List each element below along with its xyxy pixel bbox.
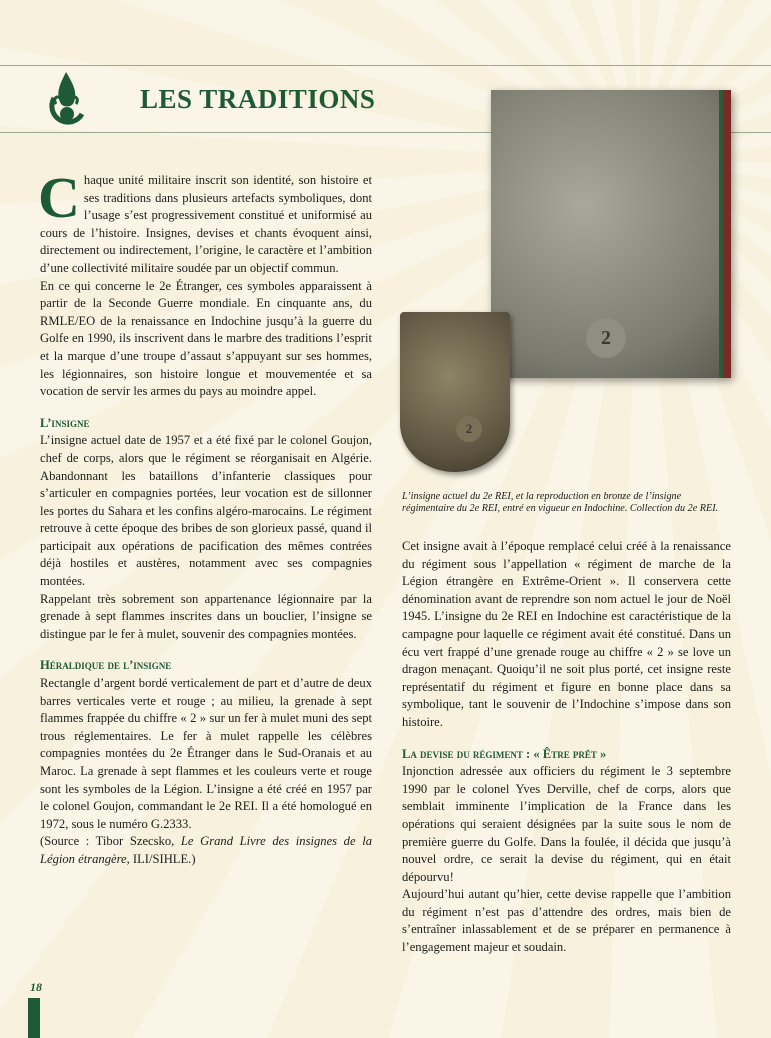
heading-devise: La devise du régiment : « Être prêt » xyxy=(402,746,607,761)
page-number: 18 xyxy=(30,980,42,994)
badge-number-small: 2 xyxy=(456,416,482,442)
intro-paragraph: Chaque unité militaire inscrit son identité, son histoire et ses traditions dans plusieurs artefacts symboliques, dont l’usage s’est progressivement constitué et uniformisé au cours de l’histoire. Insignes, devises et chants évoquent ainsi, directement ou indirectement, l’origine, le caractère et l’ambition d’une collectivité militaire soudée par un objectif commun. xyxy=(38,165,372,275)
insigne-photo-current xyxy=(491,90,731,378)
right-paragraph-1: Cet insigne avait à l’époque remplacé celui créé à la renaissance du régiment sous l’appellation « régiment de marche de la Légion étrangère en Extrême-Orient ». Il conservera cette dénomination avant de reprendre son nom actuel le jour de Noël 1945. L’insigne du 2e REI en Indochine est caractéristique de la campagne pour laquelle ce régiment avait été constitué. Dans un écu vert frappé d’une grenade rouge au chiffre « 2 » se love un dragon menaçant. Quoiqu’il ne soit plus porté, cet insigne reste représentatif du régiment et figure en bonne place dans sa symbolique, tant le souvenir de l’Indochine s’impose dans son histoire. xyxy=(402,539,731,729)
heading-heraldique: Héraldique de l’insigne xyxy=(40,658,172,673)
right-column xyxy=(402,538,731,957)
insigne-paragraph-2: Rappelant très sobrement son appartenance légionnaire par la grenade à sept flammes inscrites dans un bouclier, l’insigne se distingue par le fer à mulet, souvenir des compagnies montées. xyxy=(40,591,372,641)
devise-paragraph-2: Aujourd’hui autant qu’hier, cette devise rappelle que l’ambition du régiment n’est pas d’attendre des ordres, mais bien de s’entraîner inlassablement et de se préparer en permanence à l’engagement majeur et soudain. xyxy=(402,887,731,955)
header-rule-top xyxy=(0,65,771,66)
footer-green-bar xyxy=(28,998,40,1038)
insigne-photo-bronze xyxy=(400,312,510,472)
grenade-logo-icon xyxy=(42,68,90,128)
page-title: LES TRADITIONS xyxy=(140,84,376,114)
photo-caption: L’insigne actuel du 2e REI, et la reproduction en bronze de l’insigne régimentaire du 2e REI, entré en vigueur en Indochine. Collection du 2e REI. xyxy=(402,491,719,514)
heading-insigne: L’insigne xyxy=(40,415,90,430)
heraldique-paragraph: Rectangle d’argent bordé verticalement de part et d’autre de deux barres verticales verte et rouge ; au milieu, la grenade à sept flammes frappée du chiffre « 2 » sur un fer à mulet muni des sept trous réglementaires. Le fer à mulet rappelle les célèbres compagnies montées du 2e Étranger dans le Sud-Oranais et au Maroc. La grenade à sept flammes et les couleurs verte et rouge sont les symboles de la Légion. L’insigne a été créé en 1957 par le colonel Goujon, commandant le 2e REI. Il a été homologué en 1972, sous le numéro G.2333. xyxy=(40,676,372,831)
left-column xyxy=(38,165,372,869)
intro-paragraph-2: En ce qui concerne le 2e Étranger, ces symboles apparaissent à partir de la Seconde Guerre mondiale. En cinquante ans, du RMLE/EO de la renaissance en Indochine jusqu’à la guerre du Golfe en 1990, ils inscrivent dans le marbre des traditions l’esprit et la marque d’une troupe d’assaut s’appuyant sur ses hommes, les légionnaires, son histoire longue et mouvementée et sa vocation de servir les armes du pays au moindre appel. xyxy=(40,278,372,399)
source-note: (Source : Tibor Szecsko, Le Grand Livre des insignes de la Légion étrangère, ILI/SIHLE.) xyxy=(40,834,372,866)
devise-paragraph-1: Injonction adressée aux officiers du régiment le 3 septembre 1990 par le colonel Yves Derville, chef de corps, alors que semblait imminente l’implication de la France dans les opérations qui seraient désignées par la suite sous le nom de première guerre du Golfe. Dans la foulée, il décida que jusqu’à nouvel ordre, ce serait la devise du régiment, qui en était dépourvu! xyxy=(402,764,731,884)
badge-number: 2 xyxy=(586,318,626,358)
insigne-paragraph-1: L’insigne actuel date de 1957 et a été fixé par le colonel Goujon, chef de corps, alors que le régiment se réorganisait en Algérie. Abandonnant les bataillons d’infanterie classiques pour s’articuler en compagnies portées, leur vocation est de sillonner les portes du Sahara et les confins algéro-marocains. Le régiment retrouve à cette époque des bribes de son glorieux passé, quand il participait aux opérations de pacification des mêmes contrées déjà hostiles et austères, notamment avec ses compagnies montées. xyxy=(40,433,372,589)
drop-cap: C xyxy=(38,165,80,230)
